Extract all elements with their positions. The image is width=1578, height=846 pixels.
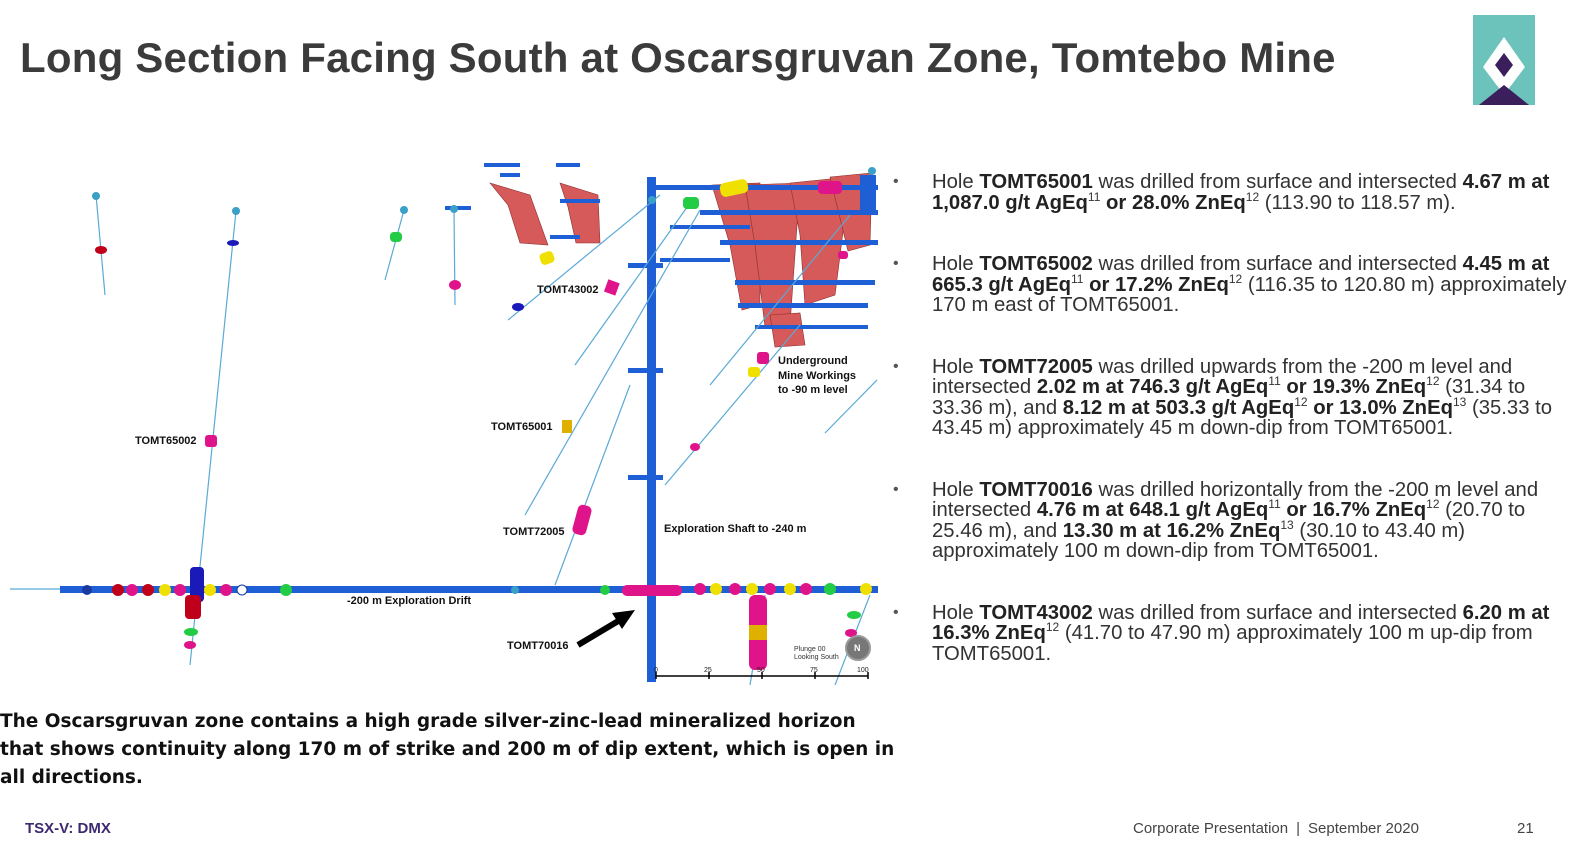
bullet-tomt65001: • Hole TOMT65001 was drilled from surface and intersected 4.67 m at 1,087.0 g/t AgEq$^{11}$ or 28.0% ZnEq$^{12}$ (113.90 to 118.57 m). xyxy=(893,171,1550,214)
scale-tick-label: 50 xyxy=(757,667,765,674)
drill-results-list xyxy=(893,172,1573,705)
footer-ticker: TSX-V: DMX xyxy=(25,820,111,837)
scale-tick-label: 100 xyxy=(857,667,869,674)
label-tomt65002: TOMT65002 xyxy=(135,435,197,447)
footer-date: September 2020 xyxy=(1308,820,1419,837)
scale-tick-label: 25 xyxy=(704,667,712,674)
label-tomt72005: TOMT72005 xyxy=(503,526,565,538)
bullet-tomt65002: • Hole TOMT65002 was drilled from surface and intersected 4.45 m at 665.3 g/t AgEq$^{11}$ or 17.2% ZnEq$^{12}$ (116.35 to 120.80 m) approximately 170 m east of TOMT65001. xyxy=(893,253,1567,316)
bullet-dot-icon: • xyxy=(893,255,899,272)
label-drift: -200 m Exploration Drift xyxy=(347,595,472,607)
footer-presentation-info xyxy=(1133,820,1419,837)
label-shaft: Exploration Shaft to -240 m xyxy=(664,523,807,535)
label-plunge: Plunge 00 xyxy=(794,646,826,653)
bullet-tomt72005: • Hole TOMT72005 was drilled upwards from the -200 m level and intersected 2.02 m at 746.3 g/t AgEq$^{11}$ or 19.3% ZnEq$^{12}$ (31.34 to 33.36 m), and 8.12 m at 503.3 g/t AgEq$^{12}$ or 13.0% ZnEq$^{13}$ (35.33 to 43.45 m) approximately 45 m down-dip from TOMT65001. xyxy=(893,355,1553,439)
bullet-dot-icon: • xyxy=(893,357,899,375)
company-logo xyxy=(1473,15,1535,105)
compass-n-label: N xyxy=(854,643,861,653)
bullet-dot-icon: • xyxy=(893,173,899,190)
diagram-caption: The Oscarsgruvan zone contains a high grade silver-zinc-lead mineralized horizon that shows continuity along 170 m of strike and 200 m of dip extent, which is open in all directions. xyxy=(0,711,895,788)
label-looking-south: Looking South xyxy=(794,654,839,661)
label-tomt65001: TOMT65001 xyxy=(491,421,553,433)
bullet-tomt43002: • Hole TOMT43002 was drilled from surface and intersected 6.20 m at 16.3% ZnEq$^{12}$ (41.70 to 47.90 m) approximately 100 m up-dip from TOMT65001. xyxy=(893,601,1550,665)
label-mine-workings: Mine Workings xyxy=(778,370,857,382)
page-number: 21 xyxy=(1517,820,1534,837)
long-section-diagram xyxy=(0,155,885,685)
scale-tick-label: 0 xyxy=(654,667,658,674)
bullet-dot-icon: • xyxy=(893,603,899,621)
footer-separator: | xyxy=(1296,820,1300,837)
scale-tick-label: 75 xyxy=(810,667,818,674)
label-tomt70016: TOMT70016 xyxy=(507,640,569,652)
label-mine-level: to -90 m level xyxy=(778,384,848,396)
page-title: Long Section Facing South at Oscarsgruvan Zone, Tomtebo Mine xyxy=(20,34,1336,81)
label-tomt43002: TOMT43002 xyxy=(537,284,599,296)
logo-diamond-icon xyxy=(1473,15,1535,105)
bullet-tomt70016: • Hole TOMT70016 was drilled horizontally from the -200 m level and intersected 4.76 m at 648.1 g/t AgEq$^{11}$ or 16.7% ZnEq$^{12}$ (20.70 to 25.46 m), and 13.30 m at 16.2% ZnEq$^{13}$ (30.10 to 43.40 m) approximately 100 m down-dip from TOMT65001. xyxy=(893,478,1539,562)
footer-presentation: Corporate Presentation xyxy=(1133,820,1289,837)
label-underground: Underground xyxy=(778,355,848,367)
bullet-dot-icon: • xyxy=(893,480,899,498)
arrow-icon xyxy=(578,610,635,645)
